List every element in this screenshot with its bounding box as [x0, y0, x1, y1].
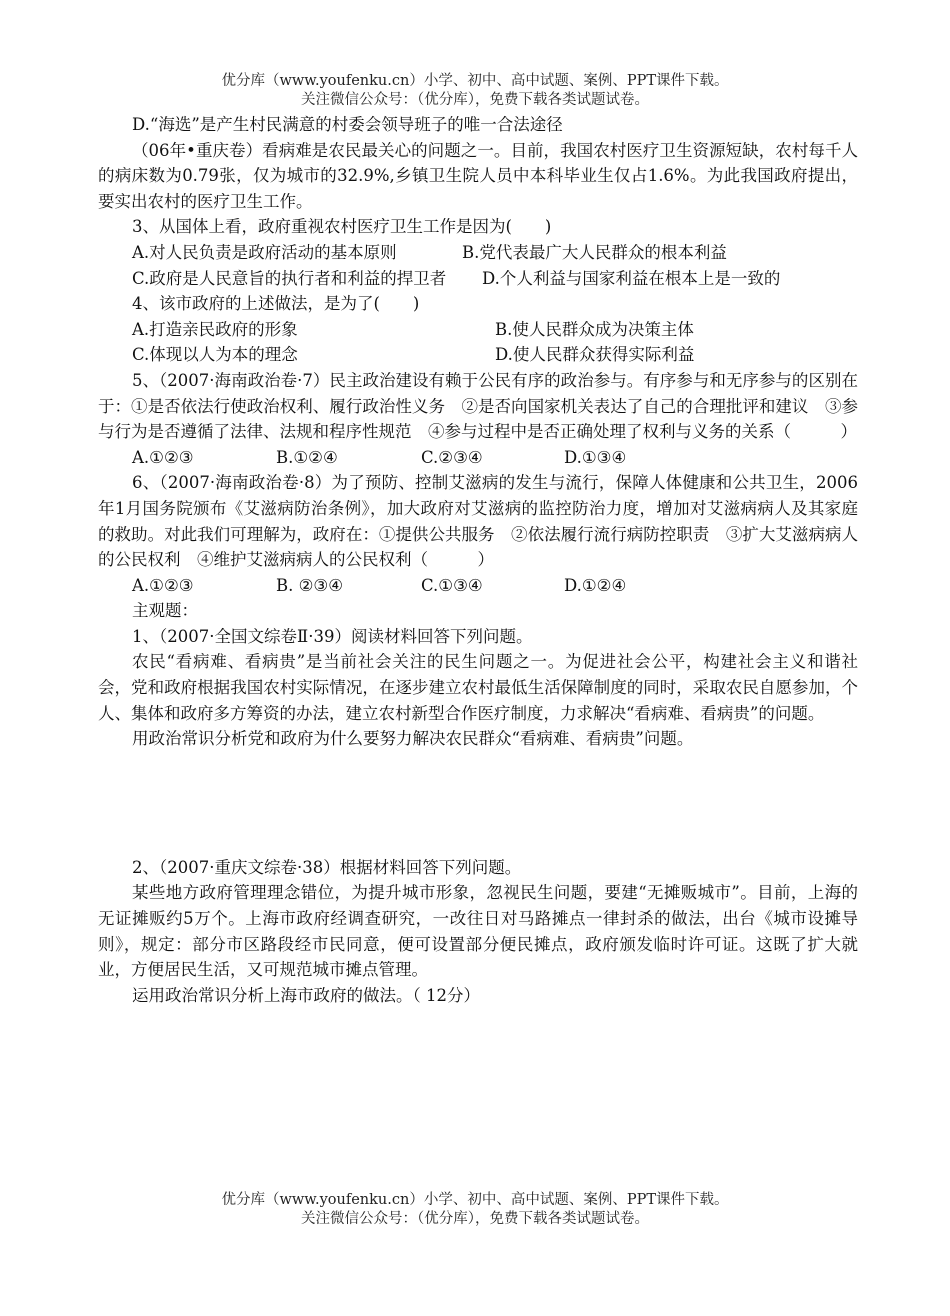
- page-footer: [0, 1191, 950, 1229]
- header-line-1: 优分库（www.youfenku.cn）小学、初中、高中试题、案例、PPT课件下载。: [221, 73, 729, 89]
- question-4-options-row-2: [98, 342, 858, 368]
- question-5-option-d: D.①③④: [564, 447, 627, 467]
- question-3-options-row-2: [98, 266, 858, 292]
- subjective-2-question: 运用政治常识分析上海市政府的做法。（ 12分）: [132, 985, 480, 1005]
- question-3-options-row-1: [98, 240, 858, 266]
- document-body: [98, 112, 858, 1008]
- subjective-section-label: 主观题：: [132, 601, 198, 621]
- question-4-option-d: D.使人民群众获得实际利益: [495, 345, 695, 365]
- question-5-options: [98, 445, 858, 471]
- answer-space: [98, 752, 858, 855]
- question-6-option-a: A.①②③: [132, 575, 194, 595]
- page-header: [0, 72, 950, 110]
- question-4-options-row-1: [98, 317, 858, 343]
- question-3-option-c: C.政府是人民意旨的执行者和利益的捍卫者: [132, 268, 447, 288]
- header-line-2: 关注微信公众号：（优分库），免费下载各类试题试卷。: [301, 92, 649, 108]
- question-4-option-b: B.使人民群众成为决策主体: [495, 319, 694, 339]
- question-3-option-b: B.党代表最广大人民群众的根本利益: [462, 242, 727, 262]
- subjective-2-material: 某些地方政府管理理念错位，为提升城市形象，忽视民生问题，要建“无摊贩城市”。目前，上海的无证摊贩约5万个。上海市政府经调查研究，一改往日对马路摊点一律封杀的做法，出台《城市设摊导则》，规定：部分市区路段经市民同意，便可设置部分便民摊点，政府颁发临时许可证。这既了扩大就业，方便居民生活，又可规范城市摊点管理。: [98, 883, 858, 980]
- question-3-option-d: D.个人利益与国家利益在根本上是一致的: [482, 268, 781, 288]
- previous-option-d: D.“海选”是产生村民满意的村委会领导班子的唯一合法途径: [132, 115, 563, 134]
- question-4-option-c: C.体现以人为本的理念: [132, 345, 298, 365]
- question-6-option-d: D.①②④: [564, 575, 627, 595]
- footer-line-1: 优分库（www.youfenku.cn）小学、初中、高中试题、案例、PPT课件下载。: [221, 1192, 729, 1208]
- question-5-stem: 5、（2007·海南政治卷·7）民主政治建设有赖于公民有序的政治参与。有序参与和无序参与的区别在于：①是否依法行使政治权利、履行政治性义务 ②是否向国家机关表达了自己的合理批评和建议 ③参与行为是否遵循了法律、法规和程序性规范 ④参与过程中是否正确处理了权利与义务的关系（ ）: [98, 370, 858, 442]
- material-paragraph: （06年•重庆卷）看病难是农民最关心的问题之一。目前，我国农村医疗卫生资源短缺，农村每千人的病床数为0.79张，仅为城市的32.9%,乡镇卫生院人员中本科毕业生仅占1.6%。为此我国政府提出，要实出农村的医疗卫生工作。: [98, 140, 858, 211]
- subjective-1-question: 用政治常识分析党和政府为什么要努力解决农民群众“看病难、看病贵”问题。: [132, 729, 694, 749]
- question-3-stem: 3、从国体上看，政府重视农村医疗卫生工作是因为( ): [132, 217, 552, 237]
- question-6-stem: 6、（2007·海南政治卷·8）为了预防、控制艾滋病的发生与流行，保障人体健康和公共卫生，2006年1月国务院颁布《艾滋病防治条例》，加大政府对艾滋病的监控防治力度，增加对艾滋病病人及其家庭的救助。对此我们可理解为，政府在：①提供公共服务 ②依法履行流行病防控职责 ③扩大艾滋病病人的公民权利 ④维护艾滋病病人的公民权利（ ）: [98, 473, 858, 570]
- question-6-options: [98, 573, 858, 599]
- subjective-1-stem: 1、（2007·全国文综卷Ⅱ·39）阅读材料回答下列问题。: [132, 626, 533, 646]
- question-4-option-a: A.打造亲民政府的形象: [132, 319, 298, 339]
- subjective-1-material: 农民“看病难、看病贵”是当前社会关注的民生问题之一。为促进社会公平，构建社会主义和谐社会，党和政府根据我国农村实际情况，在逐步建立农村最低生活保障制度的同时，采取农民自愿参加，个人、集体和政府多方筹资的办法，建立农村新型合作医疗制度，力求解决“看病难、看病贵”的问题。: [98, 652, 858, 723]
- question-5-option-c: C.②③④: [421, 447, 483, 467]
- question-5-option-a: A.①②③: [132, 447, 194, 467]
- question-6-option-b: B. ②③④: [276, 575, 343, 595]
- question-3-option-a: A.对人民负责是政府活动的基本原则: [132, 242, 397, 262]
- footer-line-2: 关注微信公众号：（优分库），免费下载各类试题试卷。: [301, 1211, 649, 1227]
- question-5-option-b: B.①②④: [276, 447, 338, 467]
- question-4-stem: 4、该市政府的上述做法，是为了( ): [132, 294, 420, 314]
- question-6-option-c: C.①③④: [421, 575, 483, 595]
- subjective-2-stem: 2、（2007·重庆文综卷·38）根据材料回答下列问题。: [132, 857, 522, 877]
